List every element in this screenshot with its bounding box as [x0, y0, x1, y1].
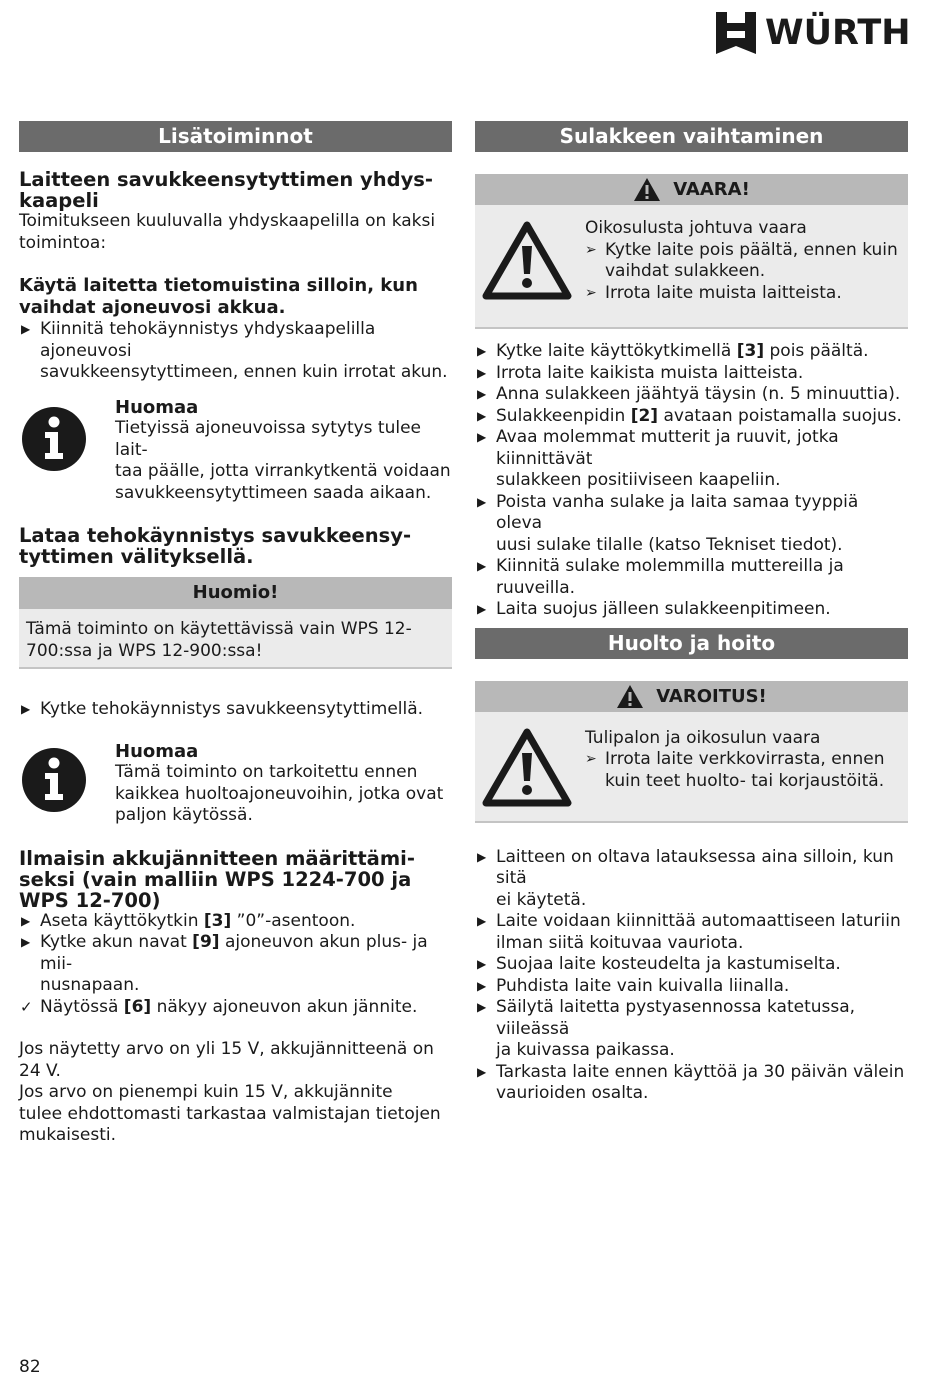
warning-header — [475, 681, 908, 712]
danger-header — [475, 174, 908, 205]
danger-label: VAARA! — [673, 179, 750, 200]
section-title-huolto-ja-hoito: Huolto ja hoito — [475, 628, 908, 659]
list-item: ✓ Näytössä [6] näkyy ajoneuvon akun jännite. — [20, 996, 418, 1017]
list-item: ▶ Puhdista laite vain kuivalla liinalla. — [477, 975, 790, 996]
triangle-bullet-icon: ▶ — [477, 1064, 487, 1079]
danger-body — [475, 205, 908, 329]
note-text: Tämä toiminto on tarkoitettu ennen kaikkea huoltoajoneuvoihin, jotka ovat paljon käytössä. — [115, 762, 444, 825]
warning-label: VAROITUS! — [656, 685, 767, 707]
subheading-lataa-tehokaynnistys: Lataa tehokäynnistys savukkeensy- tyttimen välityksellä. — [19, 524, 412, 568]
warning-body — [475, 712, 908, 823]
triangle-bullet-icon: ▶ — [477, 387, 487, 401]
steps-list — [19, 699, 452, 721]
notice-title: Huomio! — [19, 577, 452, 609]
list-item: ▶ Laitteen on oltava latauksessa aina silloin, kun sitä ei käytetä. — [477, 846, 894, 910]
list-item: ▶ Aseta käyttökytkin [3] ”0”-asentoon. — [21, 910, 356, 931]
list-item: ▶ Sulakkeenpidin [2] avataan poistamalla suojus. — [477, 405, 902, 426]
steps-list — [19, 911, 452, 1019]
warning-list — [585, 749, 884, 792]
list-item: ▶ Kytke akun navat [9] ajoneuvon akun plus- ja mii- nusnapaan. — [21, 932, 428, 995]
info-note — [19, 397, 452, 505]
danger-list — [585, 240, 898, 305]
list-item: ▶ Poista vanha sulake ja laita samaa tyyppiä oleva uusi sulake tilalle (katso Tekniset tiedot). — [477, 491, 859, 555]
section-title-sulakkeen-vaihtaminen: Sulakkeen vaihtaminen — [475, 121, 908, 152]
triangle-bullet-icon: ▶ — [477, 344, 487, 358]
triangle-bullet-icon: ▶ — [477, 408, 487, 423]
list-item: ▶ Kytke tehokäynnistys savukkeensytyttimellä. — [21, 699, 424, 719]
danger-box — [475, 174, 908, 329]
arrow-bullet-icon: ➢ — [585, 751, 597, 767]
intro-text: Toimitukseen kuuluvalla yhdyskaapelilla on kaksi toimintoa: — [19, 211, 436, 253]
triangle-bullet-icon: ▶ — [21, 702, 31, 716]
triangle-bullet-icon: ▶ — [477, 559, 487, 573]
notice-box — [19, 577, 452, 669]
warning-triangle-icon — [482, 205, 572, 327]
warning-triangle-icon — [482, 712, 572, 821]
triangle-bullet-icon: ▶ — [477, 914, 487, 928]
bold-instruction: Käytä laitetta tietomuistina silloin, kun vaihdat ajoneuvosi akkua. — [19, 275, 418, 318]
list-item: ▶ Laite voidaan kiinnittää automaattiseen laturiin ilman siitä koituvaa vauriota. — [477, 911, 901, 953]
arrow-bullet-icon: ➢ — [585, 241, 597, 258]
list-item: ▶ Kiinnitä tehokäynnistys yhdyskaapelilla ajoneuvosi savukkeensytyttimeen, ennen kuin irrotat akun. — [21, 319, 448, 382]
paragraph-voltage-under: Jos arvo on pienempi kuin 15 V, akkujännite tulee ehdottomasti tarkastaa valmistajan tietojen mukaisesti. — [19, 1082, 441, 1145]
triangle-bullet-icon: ▶ — [477, 978, 487, 993]
subheading-savukkeensytytin: Laitteen savukkeensytyttimen yhdys- kaapeli — [19, 168, 433, 212]
list-item: ▶ Avaa molemmat mutterit ja ruuvit, jotka kiinnittävät sulakkeen positiiviseen kaapeliin. — [477, 427, 839, 490]
info-icon — [20, 397, 88, 505]
wurth-logo — [716, 12, 911, 54]
list-item: ▶ Irrota laite kaikista muista laitteista. — [477, 362, 804, 383]
arrow-bullet-icon: ➢ — [585, 284, 597, 301]
triangle-bullet-icon: ▶ — [477, 849, 487, 864]
steps-list — [19, 319, 452, 384]
subheading-ilmaisin-akkujannite: Ilmaisin akkujännitteen määrittämi- seksi (vain malliin WPS 1224-700 ja WPS 12-700) — [19, 846, 415, 912]
left-column — [19, 121, 452, 1147]
triangle-bullet-icon: ▶ — [477, 602, 487, 616]
info-note — [19, 741, 452, 827]
brand-name: WÜRTH — [765, 13, 911, 53]
list-item: ▶ Säilytä laitetta pystyasennossa katetussa, viileässä ja kuivassa paikassa. — [477, 997, 856, 1060]
triangle-bullet-icon: ▶ — [477, 365, 487, 380]
steps-list — [475, 341, 908, 621]
list-item: ➢ Irrota laite verkkovirrasta, ennen kuin teet huolto- tai korjaustöitä. — [585, 749, 885, 791]
warning-triangle-icon — [616, 684, 644, 709]
list-item: ▶ Kiinnitä sulake molemmilla muttereilla ja ruuveilla. — [477, 556, 844, 598]
notice-text: Tämä toiminto on käytettävissä vain WPS 12- 700:ssa ja WPS 12-900:ssa! — [19, 609, 452, 669]
paragraph-voltage-over: Jos näytetty arvo on yli 15 V, akkujännitteenä on 24 V. — [19, 1039, 434, 1081]
warning-intro: Tulipalon ja oikosulun vaara — [585, 727, 821, 748]
list-item: ➢ Irrota laite muista laitteista. — [585, 282, 842, 303]
triangle-bullet-icon: ▶ — [477, 494, 487, 509]
triangle-bullet-icon: ▶ — [21, 322, 31, 336]
checkmark-icon: ✓ — [20, 997, 33, 1016]
list-item: ▶ Anna sulakkeen jäähtyä täysin (n. 5 minuuttia). — [477, 384, 901, 404]
page-number: 82 — [19, 1357, 41, 1377]
list-item: ▶ Laita suojus jälleen sulakkeenpitimeen. — [477, 599, 831, 619]
danger-intro: Oikosulusta johtuva vaara — [585, 218, 807, 238]
triangle-bullet-icon: ▶ — [21, 935, 31, 949]
triangle-bullet-icon: ▶ — [477, 1000, 487, 1014]
triangle-bullet-icon: ▶ — [477, 430, 487, 444]
list-item: ▶ Tarkasta laite ennen käyttöä ja 30 päivän välein vaurioiden osalta. — [477, 1061, 905, 1103]
section-title-lisatoiminnot: Lisätoiminnot — [19, 121, 452, 152]
warning-triangle-icon — [633, 177, 661, 202]
note-title: Huomaa — [115, 740, 199, 762]
note-text: Tietyissä ajoneuvoissa sytytys tulee lait- taa päälle, jotta virrankytkentä voidaan savukkeensytyttimeen saada aikaan. — [115, 418, 451, 503]
triangle-bullet-icon: ▶ — [21, 913, 31, 928]
triangle-bullet-icon: ▶ — [477, 957, 487, 971]
list-item: ▶ Kytke laite käyttökytkimellä [3] pois päältä. — [477, 341, 869, 361]
wurth-logo-mark-icon — [716, 12, 756, 54]
right-column — [475, 121, 908, 1105]
info-icon — [20, 741, 88, 827]
note-title: Huomaa — [115, 396, 199, 418]
warning-box — [475, 681, 908, 823]
list-item: ▶ Suojaa laite kosteudelta ja kastumiselta. — [477, 954, 841, 974]
steps-list — [475, 847, 908, 1105]
list-item: ➢ Kytke laite pois päältä, ennen kuin vaihdat sulakkeen. — [585, 239, 898, 281]
